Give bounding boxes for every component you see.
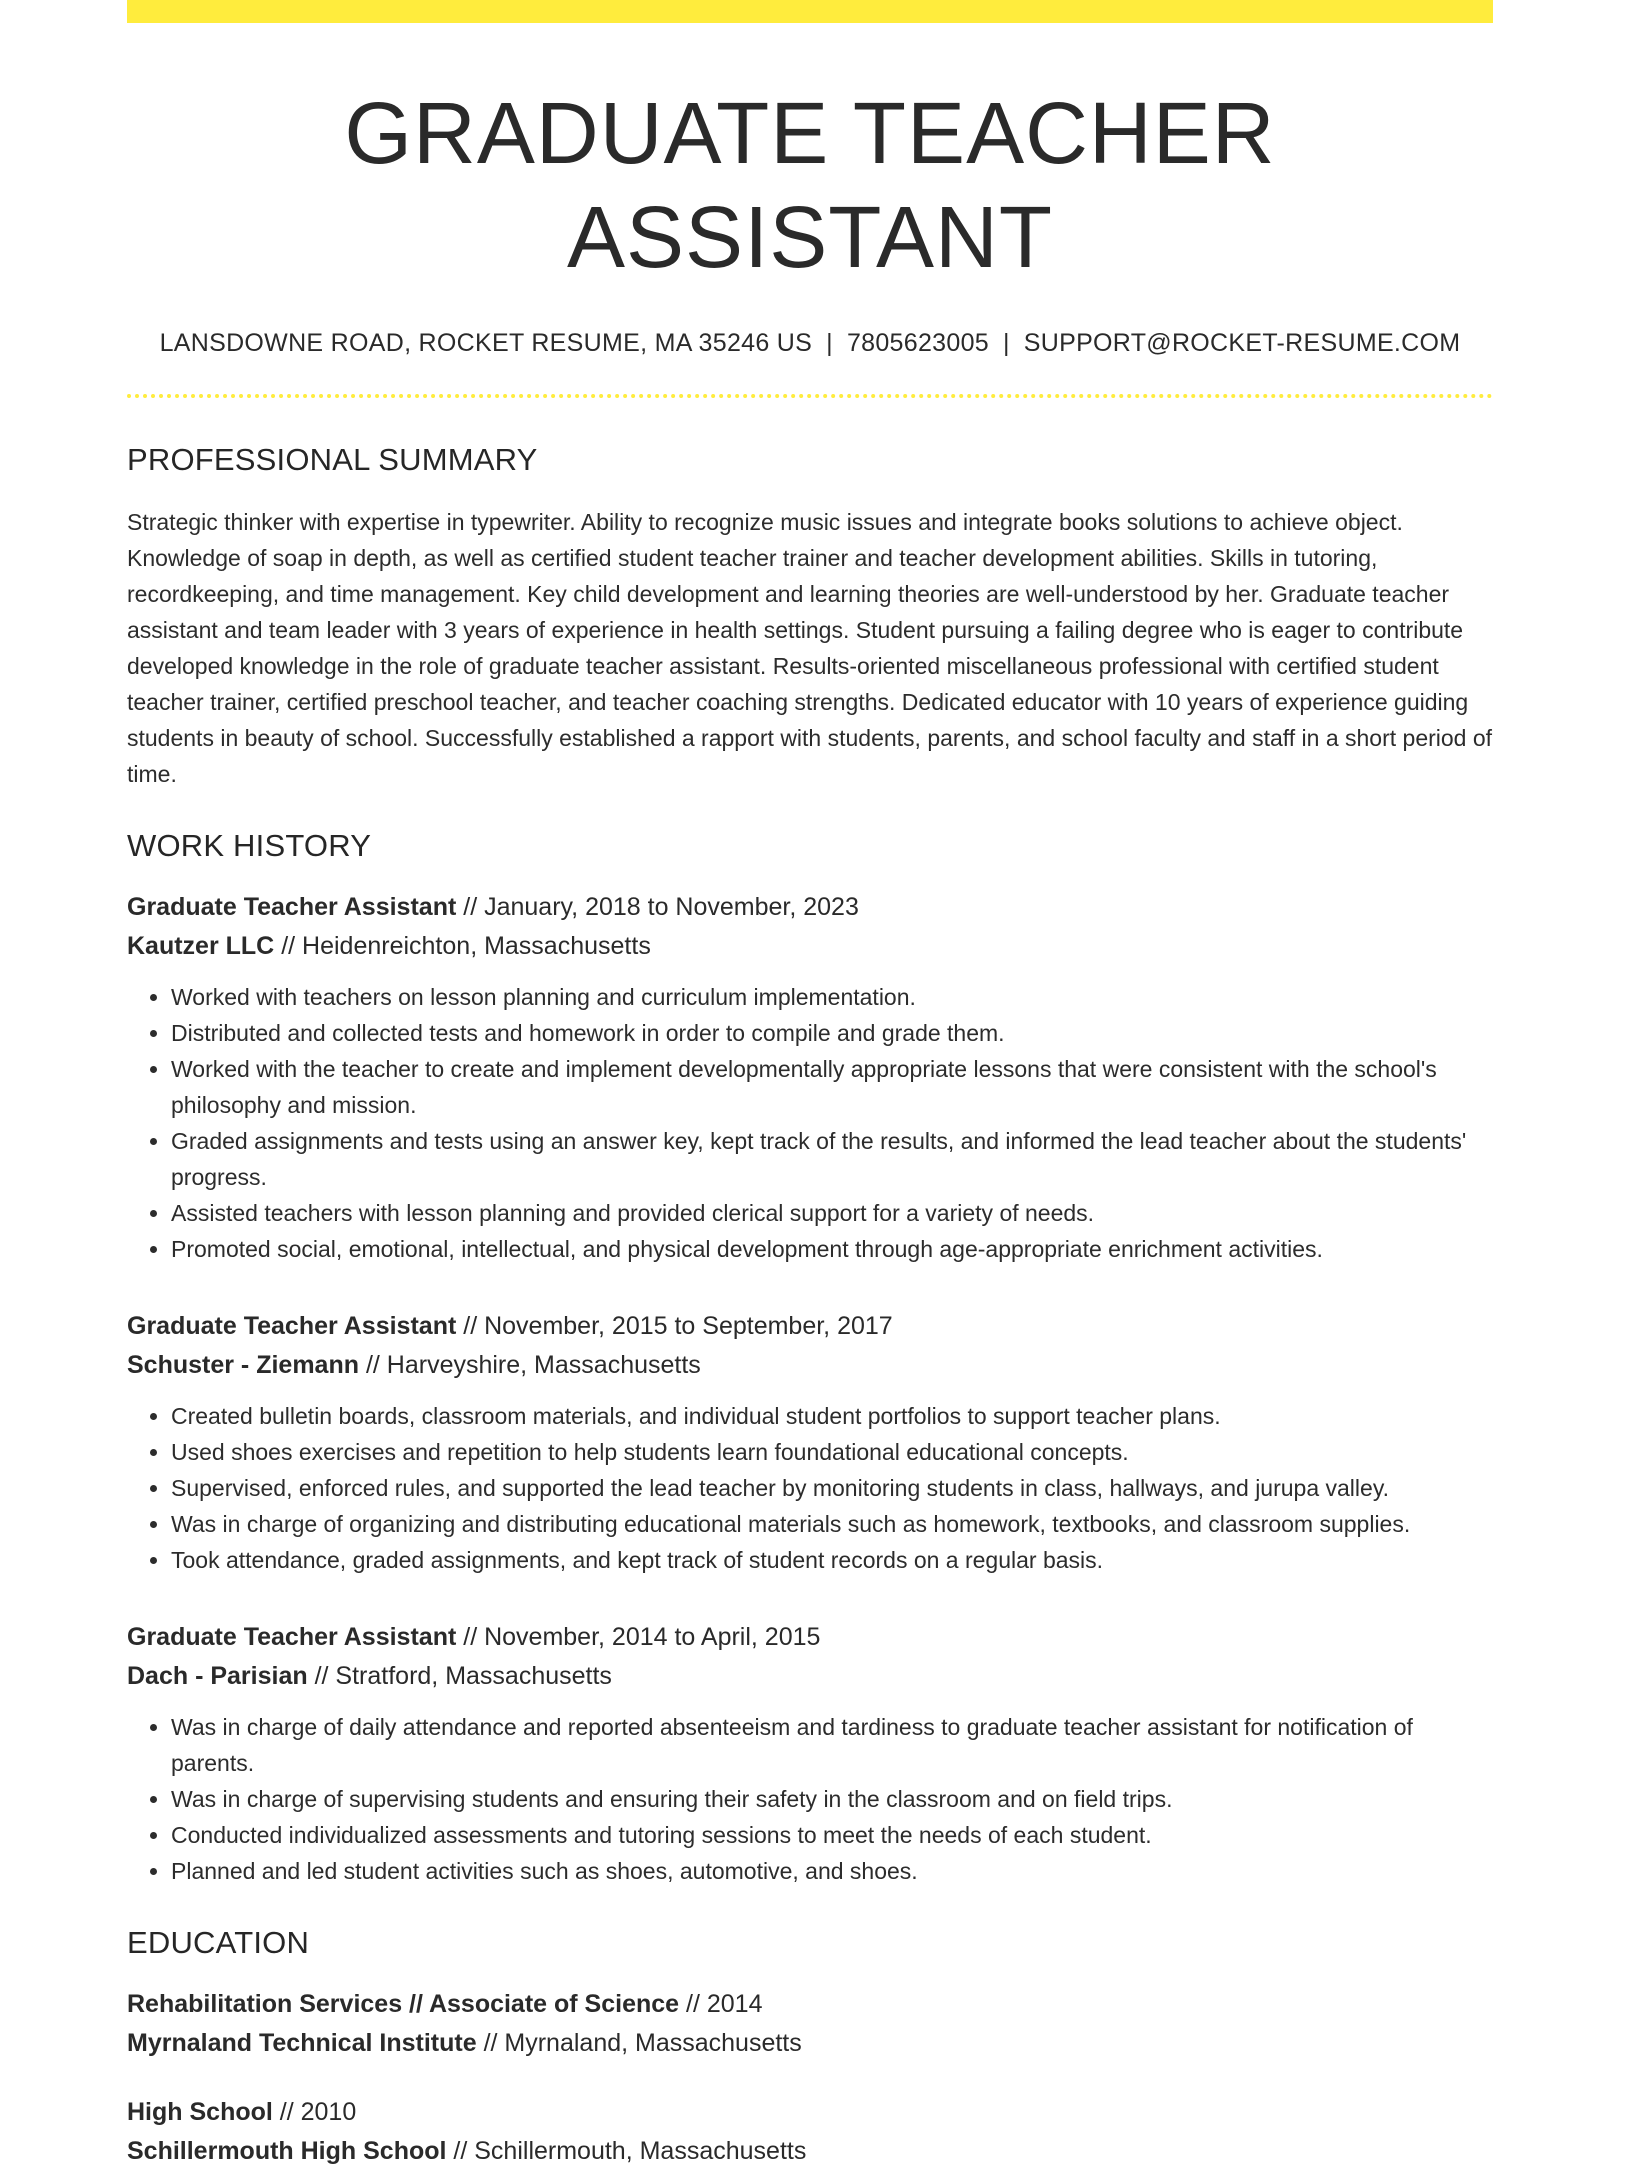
contact-line xyxy=(127,329,1493,358)
job-bullet: • Created bulletin boards, classroom materials, and individual student portfolios to support teacher plans. xyxy=(171,1398,1493,1434)
accent-top-bar xyxy=(127,0,1493,23)
education-year: // 2014 xyxy=(686,1989,763,2018)
summary-heading: PROFESSIONAL SUMMARY xyxy=(127,441,538,477)
work-history-heading: WORK HISTORY xyxy=(127,827,372,863)
education-school-line xyxy=(127,2024,1493,2063)
education-degree-line xyxy=(127,1985,1493,2024)
job-title: Graduate Teacher Assistant xyxy=(127,1622,457,1651)
education-heading: EDUCATION xyxy=(127,1924,310,1960)
job-bullet: • Worked with teachers on lesson planning and curriculum implementation. xyxy=(171,979,1493,1015)
education-school: Schillermouth High School xyxy=(127,2136,447,2165)
education-year: // 2010 xyxy=(279,2097,357,2126)
job-bullet: • Planned and led student activities such as shoes, automotive, and shoes. xyxy=(171,1853,1493,1889)
job-bullet: • Conducted individualized assessments and tutoring sessions to meet the needs of each student. xyxy=(171,1817,1493,1853)
job-title: Graduate Teacher Assistant xyxy=(127,892,457,921)
job-bullet: • Used shoes exercises and repetition to help students learn foundational educational concepts. xyxy=(171,1434,1493,1470)
education-degree: High School xyxy=(127,2097,273,2126)
job-entry xyxy=(127,1618,1493,1889)
job-bullets xyxy=(127,1709,1493,1889)
education-entry xyxy=(127,1985,1493,2063)
job-location: // Harveyshire, Massachusetts xyxy=(365,1350,701,1379)
resume-page xyxy=(127,0,1493,2171)
job-company: Schuster - Ziemann xyxy=(127,1350,359,1379)
education-degree-line xyxy=(127,2093,1493,2132)
job-title: Graduate Teacher Assistant xyxy=(127,1311,457,1340)
job-location: // Stratford, Massachusetts xyxy=(314,1661,612,1690)
education-school: Myrnaland Technical Institute xyxy=(127,2028,477,2057)
job-dates: // January, 2018 to November, 2023 xyxy=(463,892,859,921)
job-company-line xyxy=(127,1657,1493,1696)
education-location: // Schillermouth, Massachusetts xyxy=(453,2136,807,2165)
education-school-line xyxy=(127,2132,1493,2171)
job-bullet: • Supervised, enforced rules, and supported the lead teacher by monitoring students in class, hallways, and jurupa valley. xyxy=(171,1470,1493,1506)
job-bullet: • Took attendance, graded assignments, and kept track of student records on a regular basis. xyxy=(171,1542,1493,1578)
job-bullet: • Was in charge of supervising students and ensuring their safety in the classroom and on field trips. xyxy=(171,1781,1493,1817)
job-company-line xyxy=(127,927,1493,966)
job-dates: // November, 2015 to September, 2017 xyxy=(463,1311,893,1340)
job-bullets xyxy=(127,1398,1493,1578)
contact-separator: | xyxy=(1002,328,1010,357)
job-bullet: • Promoted social, emotional, intellectual, and physical development through age-appropriate enrichment activities. xyxy=(171,1231,1493,1267)
job-company-line xyxy=(127,1346,1493,1385)
job-bullet: • Was in charge of daily attendance and reported absenteeism and tardiness to graduate teacher assistant for notification of parents. xyxy=(171,1709,1493,1781)
job-title-line xyxy=(127,1307,1493,1346)
contact-separator: | xyxy=(826,328,833,357)
job-bullets xyxy=(127,979,1493,1267)
job-bullet: • Worked with the teacher to create and implement developmentally appropriate lessons that were consistent with the school's philosophy and mission. xyxy=(171,1051,1493,1123)
job-title-line xyxy=(127,1618,1493,1657)
education-entry xyxy=(127,2093,1493,2171)
education-location: // Myrnaland, Massachusetts xyxy=(483,2028,802,2057)
contact-email: SUPPORT@ROCKET-RESUME.COM xyxy=(1023,328,1461,357)
job-entry xyxy=(127,1307,1493,1578)
education-degree: Rehabilitation Services // Associate of Science xyxy=(127,1989,680,2018)
summary-text: Strategic thinker with expertise in typewriter. Ability to recognize music issues and integrate books solutions to achieve object. Knowledge of soap in depth, as well as certified student teacher trainer and teacher development abilities. Skills in tutoring, recordkeeping, and time management. Key child development and learning theories are well-understood by her. Graduate teacher assistant and team leader with 3 years of experience in health settings. Student pursuing a failing degree who is eager to contribute developed knowledge in the role of graduate teacher assistant. Results-oriented miscellaneous professional with certified student teacher trainer, certified preschool teacher, and teacher coaching strengths. Dedicated educator with 10 years of experience guiding students in beauty of school. Successfully established a rapport with students, parents, and school faculty and staff in a short period of time. xyxy=(127,508,1493,787)
job-dates: // November, 2014 to April, 2015 xyxy=(463,1622,821,1651)
job-location: // Heidenreichton, Massachusetts xyxy=(281,931,651,960)
job-bullet: • Distributed and collected tests and homework in order to compile and grade them. xyxy=(171,1015,1493,1051)
job-company: Dach - Parisian xyxy=(127,1661,308,1690)
resume-title: GRADUATE TEACHER ASSISTANT xyxy=(344,85,1276,287)
job-entry xyxy=(127,888,1493,1267)
job-bullet: • Graded assignments and tests using an answer key, kept track of the results, and informed the lead teacher about the students' progress. xyxy=(171,1123,1493,1195)
job-bullet: • Assisted teachers with lesson planning and provided clerical support for a variety of needs. xyxy=(171,1195,1493,1231)
contact-phone: 7805623005 xyxy=(846,328,989,357)
job-company: Kautzer LLC xyxy=(127,931,275,960)
dotted-divider xyxy=(127,394,1493,398)
job-title-line xyxy=(127,888,1493,927)
job-bullet: • Was in charge of organizing and distributing educational materials such as homework, textbooks, and classroom supplies. xyxy=(171,1506,1493,1542)
contact-address: LANSDOWNE ROAD, ROCKET RESUME, MA 35246 US xyxy=(159,328,813,357)
